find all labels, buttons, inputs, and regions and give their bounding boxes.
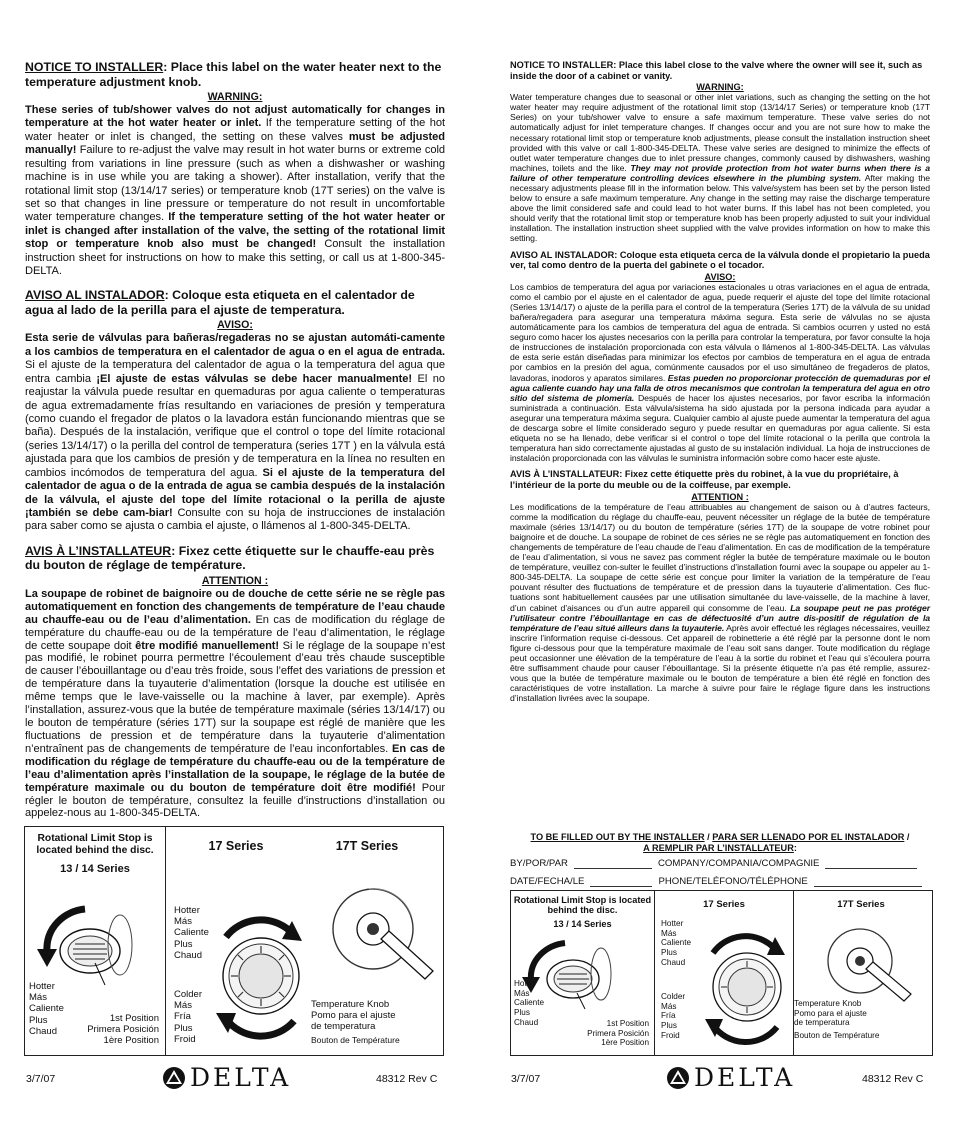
- limit-stop-cell: [25, 827, 166, 1055]
- english-heading: NOTICE TO INSTALLER: Place this label on the water heater next to the temperature adjustment knob.: [25, 60, 442, 89]
- spanish-notice: [25, 288, 445, 533]
- series-17t-cell: [307, 827, 443, 1055]
- spanish-heading: AVISO AL INSTALADOR: Coloque esta etiqueta en el calentador de agua al lado de la perilla para el ajuste de temperatura.: [25, 288, 415, 317]
- right-series-17-cell: [655, 891, 794, 1055]
- phone-field[interactable]: [814, 876, 922, 887]
- right-temperature-knob-label: Temperature Knob Pomo para el ajuste de temperatura Bouton de Température: [794, 999, 880, 1041]
- series-17-hotter-label: Hotter Más Caliente Plus Chaud: [174, 905, 209, 961]
- english-body: These series of tub/shower valves do not adjust automatically for changes in temperature at the hot water heater or inlet. If the temperature setting of the hot water heater or inlet is changed, the setting on these valves must be adjusted manually! Failure to re-adjust the valve may result in hot water burns or extreme cold resulting from variations in line pressure (such as when a dishwasher or washing machine is in use while you are taking a shower). After installation, verify that the rotational limit stop (13/14/17 series) or temperature knob (17T series) on the valve is set so that changes in line pressure or temperature do not result in uncomfortable water temperature changes. If the temperature setting of the hot water heater or inlet is changed after installation of the valve, the setting of the rotational limit stop or temperature knob also must be changed! Consult the installation instruction sheet for instructions on how to make this setting, or call us at 1-800-345-DELTA.: [25, 104, 445, 278]
- delta-wordmark: DELTA: [694, 1063, 796, 1092]
- right-spanish-notice: [510, 250, 930, 464]
- right-english-heading: NOTICE TO INSTALLER: Place this label close to the valve where the owner will see it, such as inside the door of a cabinet or vanity.: [510, 60, 923, 81]
- left-footer-date: 3/7/07: [26, 1073, 56, 1085]
- date-field[interactable]: [590, 876, 652, 887]
- right-english-notice: [510, 60, 930, 244]
- right-spanish-warning-label: AVISO:: [704, 271, 736, 282]
- right-series-17t-title: 17T Series: [837, 899, 885, 910]
- right-series-17-title: 17 Series: [703, 899, 745, 910]
- right-series-17-hotter-label: Hotter Más Caliente Plus Chaud: [661, 919, 692, 967]
- right-diagram: [510, 890, 933, 1056]
- limit-stop-series: 13 / 14 Series: [60, 863, 130, 875]
- by-label: BY/POR/PAR: [510, 858, 568, 869]
- french-heading: AVIS À L’INSTALLATEUR: Fixez cette étiquette sur le chauffe-eau près du bouton de réglage de température.: [25, 543, 435, 573]
- right-temperature-knob-icon: [806, 915, 924, 1007]
- right-footer-date: 3/7/07: [511, 1073, 541, 1085]
- temperature-knob-icon: [317, 867, 439, 987]
- series-17t-title: 17T Series: [335, 839, 399, 853]
- first-position-label: 1st Position Primera Posición 1ère Position: [87, 1013, 159, 1047]
- right-english-body: Water temperature changes due to seasonal or other inlet variations, such as changing the setting on the hot water heater may require adjustment of the rotational limit stop (13/14/17 Series) or temperature knob (17T Series) on your tub/shower valve to ensure a safe maximum temperature. These valve series do not automatically adjust for inlet temperature changes. If changes occur and you are not sure how to make the necessary rotational limit stop or temperature knob adjustments, please consult the installation instruction sheet provided with this valve or call 1-800-345-DELTA. These valve series are designed to minimize the effects of outlet water temperature changes due to inlet pressure changes, commonly caused by dishwashers, washing machines, toilets and the like. They may not provide protection from hot water burns when there is a failure of other temperature controlling devices elsewhere in the plumbing system. After making the necessary adjustments please fill in the information below. This valve/system has been set by the person listed below to ensure a safe maximum temperature. Any change in the setting may raise the discharge temperature above the limit considered safe and could lead to hot water burns. If this label has not been completed, you should verify that the rotational limit stop or temperature knob has been properly adjusted to suit your individual installation. The installation instruction sheet supplied with the valve provides information on how to make this setting.: [510, 92, 930, 244]
- right-series-17-dial-icon: [697, 921, 793, 1051]
- company-field[interactable]: [825, 858, 917, 869]
- date-label: DATE/FECHA/LE: [510, 876, 585, 887]
- fill-row-date: [510, 876, 930, 887]
- english-warning-label: WARNING:: [207, 91, 263, 103]
- right-first-position-label: 1st Position Primera Posición 1ère Position: [587, 1019, 649, 1048]
- english-notice: [25, 60, 445, 278]
- left-label: [25, 60, 445, 830]
- delta-logo-icon: [666, 1066, 690, 1090]
- french-notice: [25, 544, 445, 821]
- right-label: [510, 60, 930, 709]
- right-english-warning-label: WARNING:: [696, 82, 744, 93]
- limit-stop-hotter-label: Hotter Más Caliente Plus Chaud: [29, 981, 64, 1037]
- limit-stop-dial-icon: [35, 889, 165, 989]
- limit-stop-title: Rotational Limit Stop is located behind the disc.: [36, 833, 154, 856]
- right-limit-stop-title: Rotational Limit Stop is located behind the disc.: [513, 895, 652, 916]
- spanish-warning-label: AVISO:: [217, 319, 253, 332]
- left-diagram: [24, 826, 444, 1056]
- delta-wordmark: DELTA: [190, 1063, 292, 1092]
- temperature-knob-label: Temperature Knob Pomo para el ajuste de temperatura Bouton de Température: [311, 999, 400, 1045]
- series-17-dial-icon: [206, 901, 306, 1051]
- company-label: COMPANY/COMPANIA/COMPAGNIE: [657, 858, 820, 869]
- right-limit-stop-cell: [511, 891, 655, 1055]
- fill-row-by: [510, 858, 930, 869]
- right-french-warning-label: ATTENTION :: [691, 491, 749, 502]
- right-footer-part-number: 48312 Rev C: [862, 1073, 924, 1085]
- right-delta-logo: [666, 1063, 795, 1092]
- by-field[interactable]: [574, 858, 652, 869]
- spanish-body: Esta serie de válvulas para bañeras/regaderas no se ajustan automáti-camente a los cambios de temperatura en el calentador de agua o en el agua de entrada. Si el ajuste de la temperatura del calentador de agua o la temperatura del agua que entra cambia ¡El ajuste de estas válvulas se debe hacer manualmente! El no reajustar la válvula puede resultar en quemaduras por agua caliente o temperaturas de agua extremadamente frías resultando en variaciones de presión y temperatura (como cuando el fregador de platos o la lavadora están funcionando mientras que se baña). Después de la instalación, verifique que el control o tope del límite rotacional (series 13/14/17) o la perilla del control de temperatura (series 17T ) en la válvula está ajustada para que los cambios de presión y de temperatura en la línea no resulten en cambios incómodos de temperatura del agua. Si el ajuste de la temperatura del calentador de agua o de la entrada de agua se cambia después de la instalación de la válvula, el ajuste del tope del límite rotacional o la perilla de ajuste ¡también se debe cam-biar! Consulte con su hoja de instrucciones de instalación para saber como se ajusta o cambia el ajuste, o llámenos al 1-800-345-DELTA.: [25, 332, 445, 533]
- delta-logo-icon: [162, 1066, 186, 1090]
- french-warning-label: ATTENTION :: [201, 574, 269, 587]
- fill-out-header: TO BE FILLED OUT BY THE INSTALLER / PARA SER LLENADO POR EL INSTALADOR / A REMPLIR PAR L’INSTALLATEUR:: [530, 832, 910, 853]
- series-17-cell: [166, 827, 306, 1055]
- phone-label: PHONE/TELÉFONO/TÉLÉPHONE: [658, 876, 808, 887]
- french-body: La soupape de robinet de baignoire ou de douche de cette série ne se règle pas automatiquement en fonction des changements de température de l’eau chaude au chauffe-eau ou de l’eau d’alimentation. En cas de modification du réglage de température du chauffe-eau ou de la température de l’eau d’alimentation, le réglage de cette soupape doit être modifié manuellement! Si le réglage de la soupape n’est pas modifié, le robinet pourra permettre l’écoulement d’eau très chaude susceptible de causer l’ébouillantage ou d’eau très froide, sous l’effet des variations de pression et de température dans la tuyauterie d’alimentation (lorsque la douche est utilisée en même temps que le lave-vaisselle ou la machine à laver, par exemple). Après l’installation, assurez-vous que la butée de température maximale (séries 13/14/17) ou le bouton de température (séries 17T) sur la soupape est réglé de manière que les fluctuations de pression et de température dans la tuyauterie d’alimentation n’entraînent pas de changements de température de l’eau inconfortables. En cas de modification du réglage de température du chauffe-eau ou de la température de l’eau d’alimentation après l’installation de la soupape, le réglage de la butée de température maximale ou du bouton de température doit être modifié! Pour régler le bouton de température, consultez la feuille d’instructions d’installation ou appelez-nous au 1-800-345-DELTA.: [25, 587, 445, 820]
- right-spanish-heading: AVISO AL INSTALADOR: Coloque esta etiqueta cerca de la válvula donde el propietario la pueda ver, tal como dentro de la puerta del gabinete o el tocador.: [510, 249, 930, 271]
- right-limit-stop-series: 13 / 14 Series: [553, 919, 612, 929]
- right-french-body: Les modifications de la température de l’eau attribuables au changement de saison ou à d’autres facteurs, comme la modification du réglage du chauffe-eau, peuvent nécessiter un réglage de la butée de température maximale (séries 13/14/17) ou du bouton de température (séries 17T) de la soupape de votre robinet pour baignoire et de douche. La soupape de robinet de ces séries ne se règle pas automatiquement en fonction des changements de température de l’eau chaude de l’eau d’alimentation. En cas de modification de la température de l’eau d’alimentation, si vous ne savez pas comment régler la butée de température maximale ou le bouton de température, veuillez con-sulter le feuillet d’instructions d’installation fourni avec la soupape ou appeler au 1-800-345-DELTA. La soupape de cette série est conçue pour limiter la variation de la température de l’eau pouvant résulter des fluctuations de température et de pression dans la tuyauterie d’alimentation. Ces fluc-tuations sont habituellement causées par une utilisation simultanée du lave-vaisselle, de la machine à laver, d’un cabinet d’aisances ou d’un autre appareil qui consomme de l’eau. La soupape peut ne pas protéger l’utilisateur contre l’ébouillantage en cas de défectuosité d’un autre dis-positif de régulation de la température de l’eau situé ailleurs dans la tuyauterie. Après avoir effectué les réglages nécessaires, veuillez inscrire l’information requise ci-dessous. Cet appareil de robinetterie a été réglé par la personne dont le nom figure ci-dessous pour que la température maximale de l’eau soit sans danger. Toute modification du réglage peut occasionner une élévation de la température de l’eau à la sortie du robinet et l’eau qui s’écoulera pourra être suffisamment chaude pour causer l’ébouillantage. Si la présente étiquette n’a pas été remplie, assurez-vous que la butée de température maximale ou le bouton de température a bien été réglé en fonction des caractéristiques de votre installation. La marche à suivre pour faire le réglage figure dans les instructions d’installation livrées avec la soupape.: [510, 501, 930, 704]
- right-series-17t-cell: [794, 891, 932, 1055]
- right-limit-stop-hotter-label: Hotter Más Caliente Plus Chaud: [514, 979, 545, 1027]
- right-french-heading: AVIS À L’INSTALLATEUR: Fixez cette étiquette près du robinet, à la vue du propriétaire, à l’intérieur de la porte du meuble ou de la coiffeuse, par exemple.: [510, 469, 899, 490]
- left-delta-logo: [162, 1063, 291, 1092]
- right-french-notice: [510, 469, 930, 703]
- right-spanish-body: Los cambios de temperatura del agua por variaciones estacionales u otras variaciones en el agua de entrada, como el cambio por el ajuste en el calentador de agua, puede requerir el ajuste del tope del límite rotacional (Series 13/14/17) o ajuste de la perilla para el control de la temperatura (Series 17T) de la válvula de su unidad bañera/regadera para asegurar una temperatura máxima segura. Esta serie de válvulas no se ajusta automáticamente para los cambios de temperatura del agua de entrada. Si cambios ocurren y usted no está seguro como hacer los ajustes necesarios con la perilla para controlar la temperatura, por favor consulte la hoja de instrucciones de instalación proporcionada con esta válvula o llámenos al 1-800-345-DELTA. Las válvulas de esta serie están diseñadas para minimizar los efectos por cambios de temperatura en el agua de entrada por cambios en la presión del agua, comúnmente causados por el uso simultáneo de fregaderos de platos, lavadoras, inodoros y aparatos similares. Estas pueden no proporcionar protección de quemaduras por el agua caliente cuando hay una falla de otros mecanismos que controlan la temperatura del agua en otro sitio del sistema de plomería. Después de hacer los ajustes necesarios, por favor escriba la información suministrada a continuación. Esta válvula/sistema ha sido ajustada por la persona indicada para ayudar a asegurar una temperatura máxima segura. Cualquier cambio al ajuste puede aumentar la temperatura del agua de descarga sobre el límite considerado seguro y puede resultar en quemaduras por agua caliente. Si esta etiqueta no se ha llenado, debe verificar si el control o tope del límite rotacional o la perilla que controla la temperatura han sido correctamente ajustadas al gusto de su instalación individual. La hoja de instrucciones de instalación proporcionada con las válvulas le suministra información sobre como hacer este ajuste.: [510, 281, 930, 464]
- left-footer-part-number: 48312 Rev C: [376, 1073, 438, 1085]
- right-series-17-colder-label: Colder Más Fría Plus Froid: [661, 992, 686, 1040]
- series-17-colder-label: Colder Más Fría Plus Froid: [174, 989, 202, 1045]
- series-17-title: 17 Series: [208, 839, 264, 853]
